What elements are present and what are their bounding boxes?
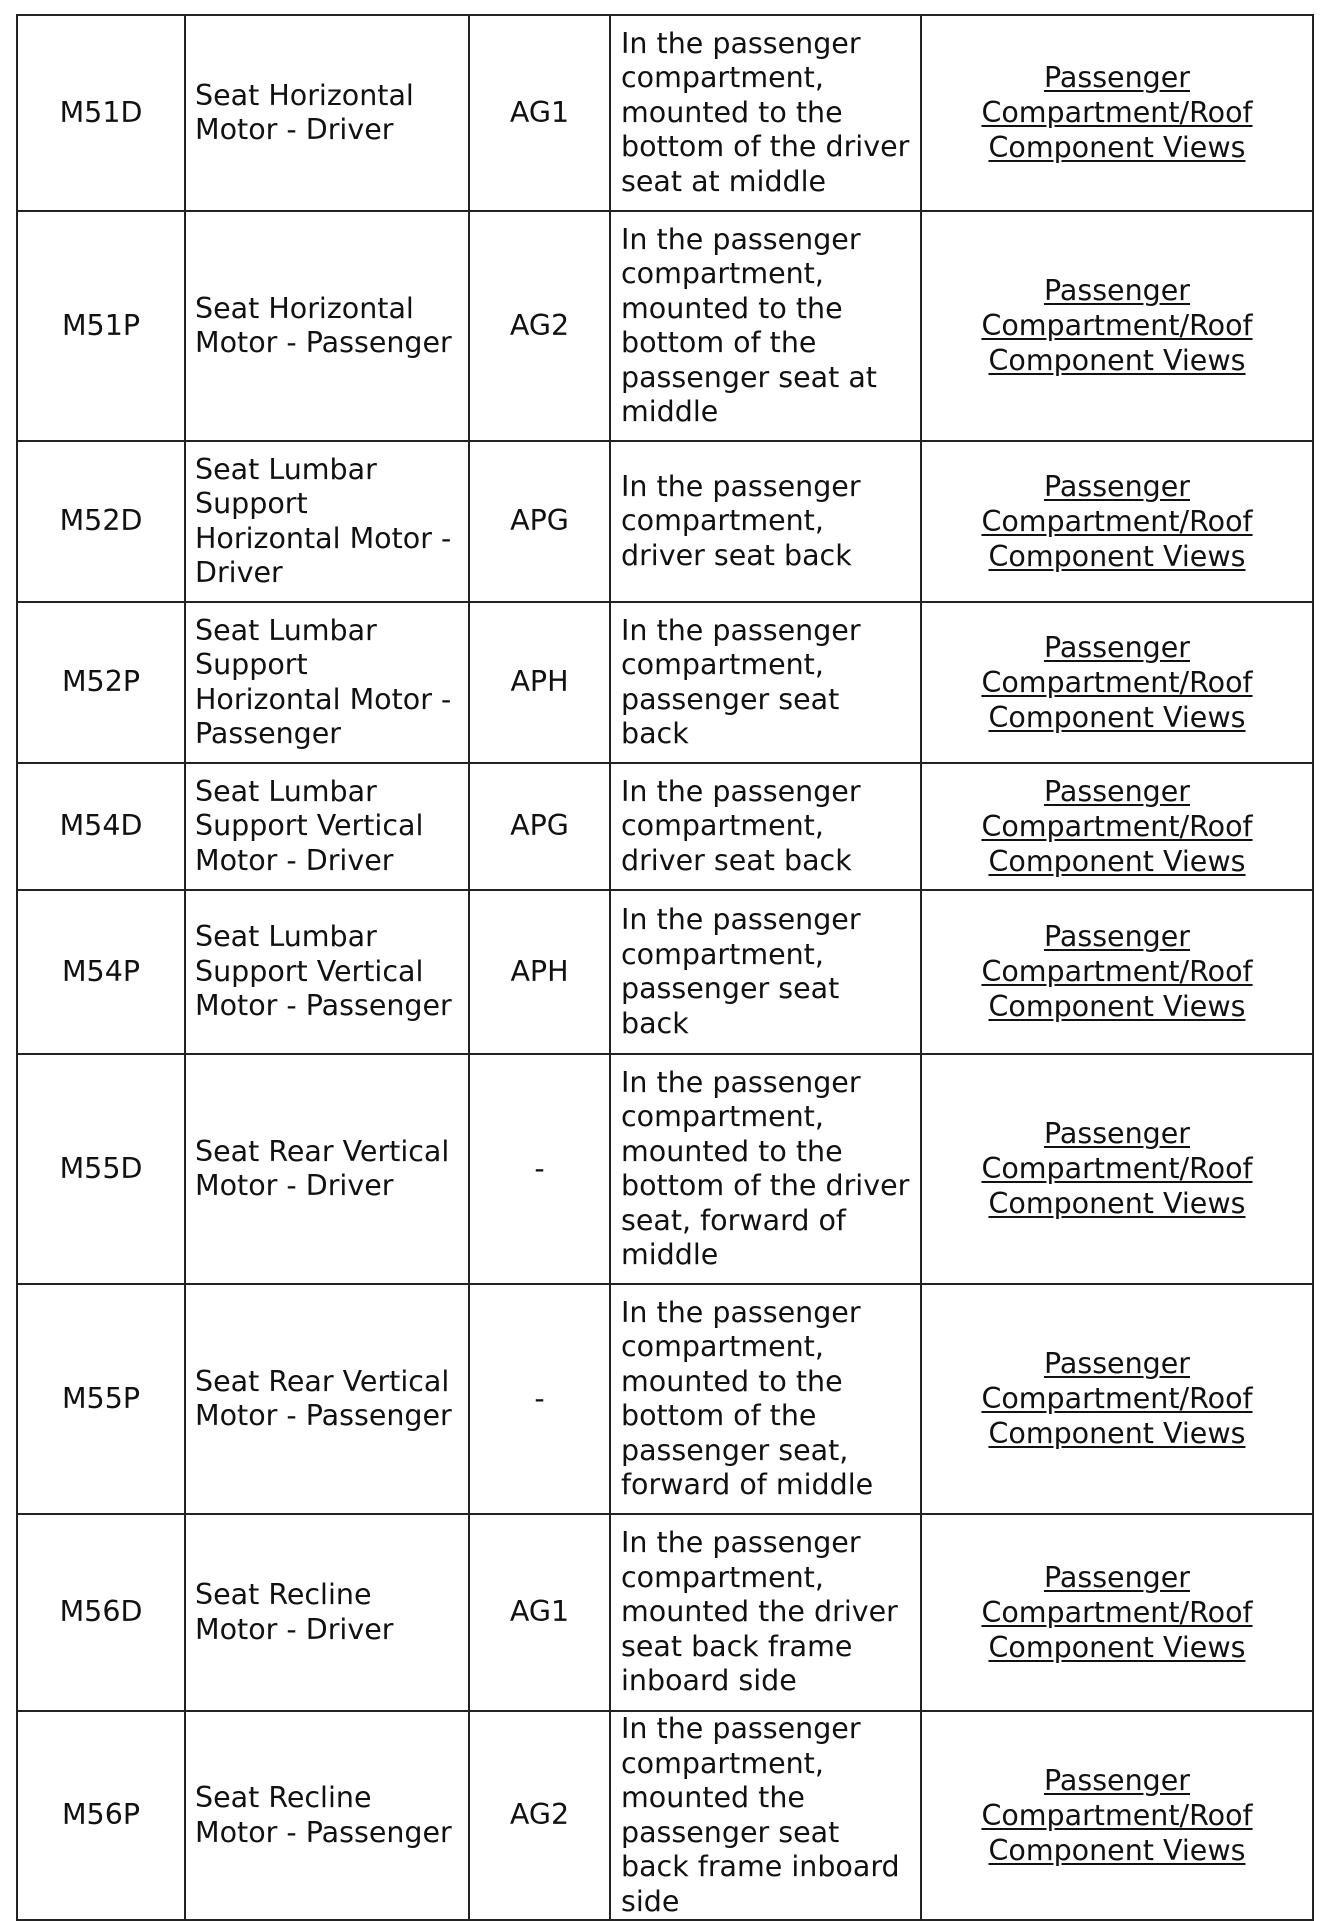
table-row — [17, 602, 1313, 763]
view-cell — [921, 1054, 1313, 1284]
component-description: Seat Rear Vertical Motor - Driver — [185, 1054, 469, 1284]
connector-id: AG1 — [469, 15, 610, 211]
component-code: M54P — [17, 890, 185, 1054]
view-cell — [921, 890, 1313, 1054]
table-row — [17, 1711, 1313, 1920]
connector-id: - — [469, 1054, 610, 1284]
component-views-link[interactable]: Passenger Compartment/Roof Component Views — [981, 469, 1253, 573]
component-description: Seat Horizontal Motor - Passenger — [185, 211, 469, 441]
view-cell — [921, 211, 1313, 441]
component-description: Seat Horizontal Motor - Driver — [185, 15, 469, 211]
component-code: M56D — [17, 1514, 185, 1711]
component-views-link[interactable]: Passenger Compartment/Roof Component Views — [981, 1347, 1253, 1451]
component-description: Seat Lumbar Support Horizontal Motor - Passenger — [185, 602, 469, 763]
view-cell — [921, 1514, 1313, 1711]
table-row — [17, 211, 1313, 441]
view-cell — [921, 15, 1313, 211]
component-code: M55D — [17, 1054, 185, 1284]
connector-id: APG — [469, 763, 610, 890]
component-code: M51P — [17, 211, 185, 441]
component-code: M52P — [17, 602, 185, 763]
table-row — [17, 763, 1313, 890]
component-location: In the passenger compartment, mounted the driver seat back frame inboard side — [610, 1514, 921, 1711]
component-description: Seat Lumbar Support Vertical Motor - Driver — [185, 763, 469, 890]
component-views-link[interactable]: Passenger Compartment/Roof Component Views — [981, 1763, 1253, 1867]
component-location: In the passenger compartment, mounted the passenger seat back frame inboard side — [610, 1711, 921, 1920]
table-row — [17, 1054, 1313, 1284]
component-description: Seat Recline Motor - Passenger — [185, 1711, 469, 1920]
component-location: In the passenger compartment, driver seat back — [610, 441, 921, 602]
table-row — [17, 1514, 1313, 1711]
connector-id: AG2 — [469, 1711, 610, 1920]
view-cell — [921, 441, 1313, 602]
component-description: Seat Lumbar Support Horizontal Motor - Driver — [185, 441, 469, 602]
component-code: M54D — [17, 763, 185, 890]
component-location: In the passenger compartment, driver seat back — [610, 763, 921, 890]
view-cell — [921, 763, 1313, 890]
component-description: Seat Rear Vertical Motor - Passenger — [185, 1284, 469, 1514]
component-views-link[interactable]: Passenger Compartment/Roof Component Views — [981, 774, 1253, 878]
component-location: In the passenger compartment, passenger seat back — [610, 602, 921, 763]
view-cell — [921, 1711, 1313, 1920]
component-location-table — [16, 14, 1314, 1921]
table-row — [17, 890, 1313, 1054]
connector-id: AG2 — [469, 211, 610, 441]
component-views-link[interactable]: Passenger Compartment/Roof Component Views — [981, 1117, 1253, 1221]
table-row — [17, 1284, 1313, 1514]
component-location: In the passenger compartment, mounted to the bottom of the passenger seat at middle — [610, 211, 921, 441]
component-location: In the passenger compartment, mounted to the bottom of the driver seat at middle — [610, 15, 921, 211]
component-views-link[interactable]: Passenger Compartment/Roof Component Views — [981, 920, 1253, 1024]
connector-id: APH — [469, 890, 610, 1054]
connector-id: APG — [469, 441, 610, 602]
component-description: Seat Recline Motor - Driver — [185, 1514, 469, 1711]
view-cell — [921, 602, 1313, 763]
table-row — [17, 15, 1313, 211]
component-views-link[interactable]: Passenger Compartment/Roof Component Views — [981, 61, 1253, 165]
component-views-link[interactable]: Passenger Compartment/Roof Component Views — [981, 1560, 1253, 1664]
component-location: In the passenger compartment, mounted to the bottom of the passenger seat, forward of middle — [610, 1284, 921, 1514]
view-cell — [921, 1284, 1313, 1514]
component-views-link[interactable]: Passenger Compartment/Roof Component Views — [981, 630, 1253, 734]
component-location: In the passenger compartment, mounted to the bottom of the driver seat, forward of middle — [610, 1054, 921, 1284]
table-row — [17, 441, 1313, 602]
component-code: M51D — [17, 15, 185, 211]
component-views-link[interactable]: Passenger Compartment/Roof Component Views — [981, 274, 1253, 378]
component-code: M52D — [17, 441, 185, 602]
component-location: In the passenger compartment, passenger seat back — [610, 890, 921, 1054]
component-code: M56P — [17, 1711, 185, 1920]
component-code: M55P — [17, 1284, 185, 1514]
connector-id: AG1 — [469, 1514, 610, 1711]
component-description: Seat Lumbar Support Vertical Motor - Passenger — [185, 890, 469, 1054]
connector-id: - — [469, 1284, 610, 1514]
connector-id: APH — [469, 602, 610, 763]
